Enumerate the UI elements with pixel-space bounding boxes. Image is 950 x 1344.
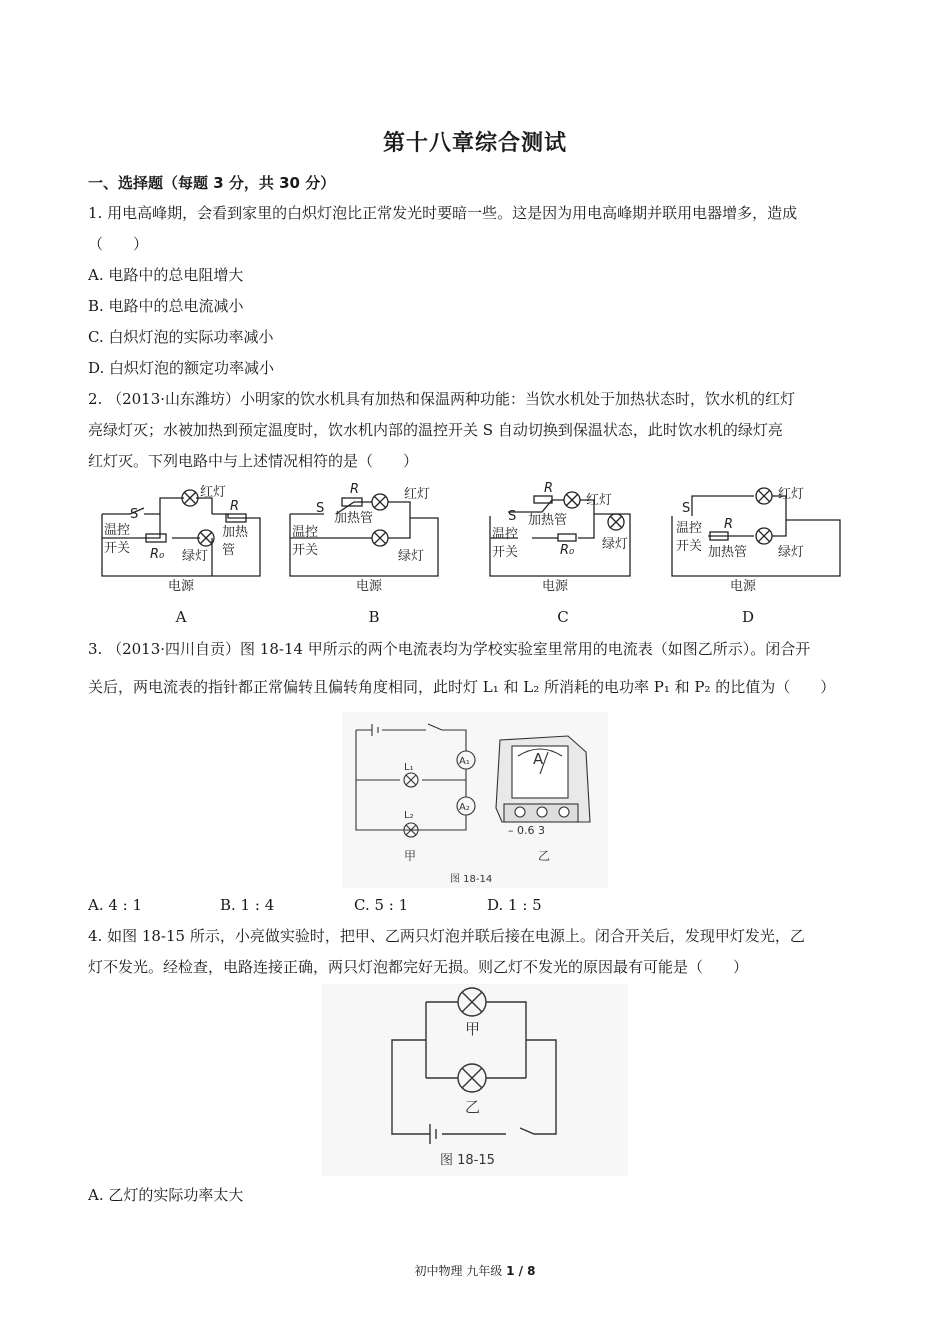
q2-option-d-label: D — [741, 608, 755, 626]
fig-a-switch1: 温控 — [104, 523, 131, 538]
q1-option-d: D. 白炽灯泡的额定功率减小 — [88, 359, 275, 377]
fig-yi: 乙 — [538, 849, 551, 863]
fig-d-r: R — [724, 517, 734, 532]
fig-a-s-label: S — [130, 507, 139, 522]
fig-meter-scale: – 0.6 3 — [508, 824, 545, 837]
fig-a1: A₁ — [459, 756, 470, 767]
fig-c-power: 电源 — [542, 579, 569, 594]
fig-a-switch2: 开关 — [104, 541, 131, 556]
q2-stem-line2: 亮绿灯灭；水被加热到预定温度时，饮水机内部的温控开关 S 自动切换到保温状态，此时饮水机的绿灯亮 — [88, 421, 783, 439]
fig-jia: 甲 — [404, 849, 417, 863]
q4-figure — [322, 984, 628, 1176]
q1-stem-line1: 1. 用电高峰期，会看到家里的白炽灯泡比正常发光时要暗一些。这是因为用电高峰期并联用电器增多，造成 — [88, 204, 798, 222]
q3-option-c: C. 5 : 1 — [354, 896, 409, 914]
fig-a-r0: R₀ — [150, 547, 165, 562]
q4-stem-line2: 灯不发光。经检查，电路连接正确，两只灯泡都完好无损。则乙灯不发光的原因最有可能是（ ） — [88, 958, 749, 976]
q3-stem-line2: 关后，两电流表的指针都正常偏转且偏转角度相同，此时灯 L₁ 和 L₂ 所消耗的电功率 P₁ 和 P₂ 的比值为（ ） — [88, 678, 836, 696]
fig-meter-label: A — [533, 750, 544, 768]
fig-b-heater: 加热管 — [334, 511, 374, 526]
fig-c-switch1: 温控 — [492, 527, 519, 542]
fig-caption-18-15: 图 18-15 — [440, 1153, 495, 1168]
q4-stem-line1: 4. 如图 18-15 所示，小亮做实验时，把甲、乙两只灯泡并联后接在电源上。闭合开关后，发现甲灯发光，乙 — [88, 927, 805, 945]
fig-b-green: 绿灯 — [398, 549, 425, 564]
fig-b-s: S — [316, 501, 325, 516]
fig-d-heater: 加热管 — [708, 545, 748, 560]
q1-option-c: C. 白炽灯泡的实际功率减小 — [88, 328, 274, 346]
fig-b-r: R — [350, 482, 360, 497]
q3-option-a: A. 4 : 1 — [88, 896, 143, 914]
fig-d-green: 绿灯 — [778, 545, 805, 560]
fig-a-red-label: 红灯 — [200, 485, 227, 500]
fig-a-green: 绿灯 — [182, 549, 209, 564]
fig-b-power: 电源 — [356, 579, 383, 594]
fig-l2: L₂ — [404, 810, 414, 821]
fig-a-power: 电源 — [168, 579, 195, 594]
fig-a-heat2: 管 — [222, 543, 236, 558]
fig-b-switch1: 温控 — [292, 525, 319, 540]
q2-stem-line1: 2. （2013·山东潍坊）小明家的饮水机具有加热和保温两种功能：当饮水机处于加热状态时，饮水机的红灯 — [88, 390, 796, 408]
page-footer — [0, 1262, 950, 1279]
fig-d-switch2: 开关 — [676, 539, 703, 554]
q2-circuit-figures — [88, 478, 868, 600]
footer-text: 初中物理 九年级 — [414, 1264, 507, 1278]
fig-d-switch1: 温控 — [676, 521, 703, 536]
q2-stem-line3: 红灯灭。下列电路中与上述情况相符的是（ ） — [88, 452, 419, 470]
fig-b-switch2: 开关 — [292, 543, 319, 558]
fig-a-heat1: 加热 — [222, 525, 249, 540]
fig-d-red: 红灯 — [778, 487, 805, 502]
fig-yi-lamp: 乙 — [465, 1098, 481, 1116]
q1-option-a: A. 电路中的总电阻增大 — [88, 266, 244, 284]
fig-a2: A₂ — [459, 802, 470, 813]
fig-b-red: 红灯 — [404, 487, 431, 502]
q3-stem-line1: 3. （2013·四川自贡）图 18-14 甲所示的两个电流表均为学校实验室里常用的电流表（如图乙所示）。闭合开 — [88, 640, 811, 658]
fig-c-red: 红灯 — [586, 493, 613, 508]
fig-c-green: 绿灯 — [602, 537, 629, 552]
fig-d-power: 电源 — [730, 579, 757, 594]
fig-l1: L₁ — [404, 762, 414, 773]
fig-a-r: R — [230, 499, 240, 514]
q2-option-b-label: B — [368, 608, 380, 626]
q1-stem-line2: （ ） — [88, 235, 149, 253]
fig-c-heater: 加热管 — [528, 513, 568, 528]
q2-option-a-label: A — [175, 608, 187, 626]
page-number: 1 / 8 — [506, 1264, 536, 1278]
q3-option-b: B. 1 : 4 — [220, 896, 275, 914]
fig-c-r0: R₀ — [560, 543, 575, 558]
fig-jia-lamp: 甲 — [465, 1020, 481, 1038]
q1-option-b: B. 电路中的总电流减小 — [88, 297, 244, 315]
fig-caption: 图 18-14 — [450, 874, 493, 885]
fig-c-r: R — [544, 481, 554, 496]
page-title: 第十八章综合测试 — [382, 131, 567, 156]
q4-option-a: A. 乙灯的实际功率太大 — [88, 1186, 244, 1204]
q3-option-d: D. 1 : 5 — [487, 896, 542, 914]
q3-figure — [342, 712, 608, 888]
q2-option-c-label: C — [557, 608, 569, 626]
fig-c-switch2: 开关 — [492, 545, 519, 560]
section-heading: 一、选择题（每题 3 分，共 30 分） — [88, 174, 336, 192]
fig-d-s: S — [682, 501, 691, 516]
fig-c-s: S — [508, 509, 517, 524]
